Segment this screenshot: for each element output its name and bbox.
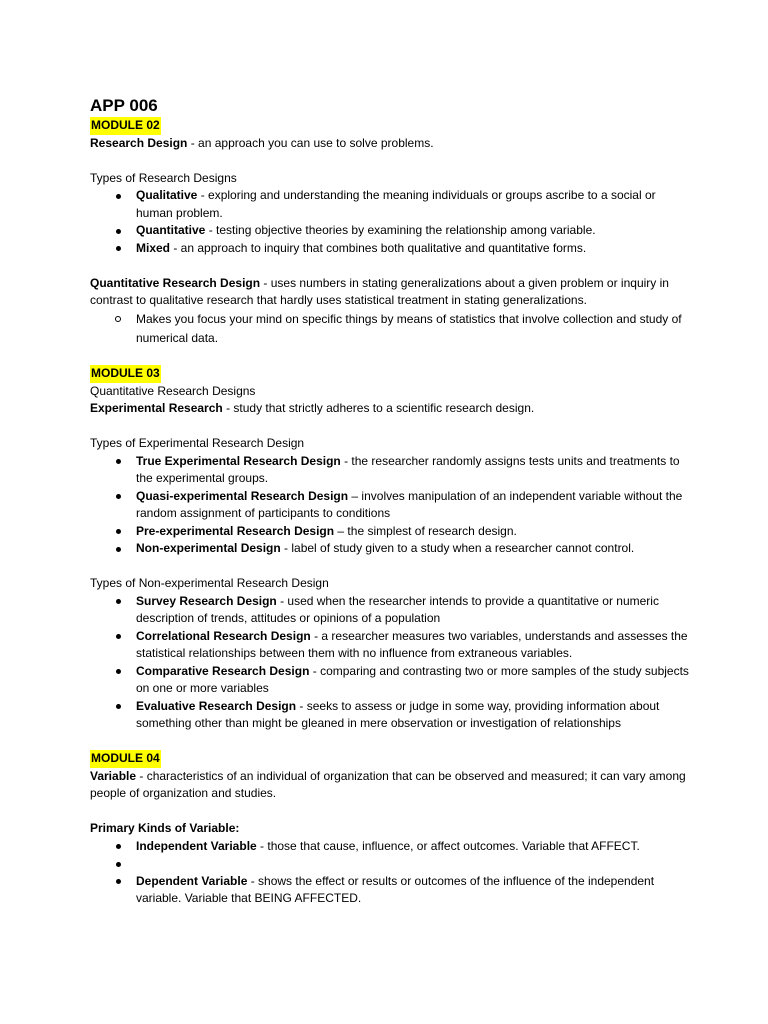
quantitative-research-design-definition xyxy=(90,275,690,310)
non-experimental-design-types-list xyxy=(90,593,690,733)
term: Evaluative Research Design xyxy=(136,698,297,713)
variable-definition xyxy=(90,768,690,803)
definition: - an approach to inquiry that combines both qualitative and quantitative forms. xyxy=(170,240,587,255)
research-design-definition xyxy=(90,135,690,153)
list-spacer xyxy=(90,855,690,873)
module-03-heading xyxy=(90,365,690,383)
definition: – involves manipulation of an independent variable without the random assignment of participants to conditions xyxy=(136,488,683,520)
term: Qualitative xyxy=(136,188,198,202)
definition: - shows the effect or results or outcomes of the influence of the independent variable. Variable that BEING AFFECTED. xyxy=(136,873,655,905)
term: Comparative Research Design xyxy=(136,663,310,678)
list-item xyxy=(90,873,690,908)
primary-kinds-heading xyxy=(90,820,690,838)
term: Non-experimental Design xyxy=(136,541,281,555)
definition: - the researcher randomly assigns tests units and treatments to the experimental groups. xyxy=(136,453,680,485)
experimental-design-types-list xyxy=(90,453,690,558)
module-02-label: MODULE 02 xyxy=(90,117,161,135)
term: Quantitative Research Design xyxy=(90,275,261,290)
definition: - testing objective theories by examining the relationship among variable. xyxy=(205,223,596,237)
list-item xyxy=(90,540,690,558)
list-item xyxy=(90,838,690,856)
definition: - those that cause, influence, or affect outcomes. Variable that AFFECT. xyxy=(256,838,640,853)
term: Pre-experimental Research Design xyxy=(136,523,335,538)
list-item xyxy=(90,187,690,222)
term: Research Design xyxy=(90,135,188,150)
list-item xyxy=(90,240,690,258)
term: Variable xyxy=(90,768,137,783)
term: Experimental Research xyxy=(90,401,223,415)
term: Independent Variable xyxy=(136,838,257,853)
list-item xyxy=(90,523,690,541)
quantitative-research-designs-heading: Quantitative Research Designs xyxy=(90,383,256,398)
module-02-heading xyxy=(90,117,690,135)
definition: - characteristics of an individual of organization that can be observed and measured; it can vary among people of organization and studies. xyxy=(90,768,686,800)
definition: - comparing and contrasting two or more samples of the study subjects on one or more variables xyxy=(136,663,689,695)
term: Survey Research Design xyxy=(136,593,277,608)
list-item xyxy=(90,663,690,698)
definition: - a researcher measures two variables, understands and assesses the statistical relationships between them with no influence from extraneous variables. xyxy=(136,628,688,660)
list-item xyxy=(90,488,690,523)
definition: – the simplest of research design. xyxy=(334,523,517,538)
types-of-experimental-design-heading: Types of Experimental Research Design xyxy=(90,436,305,450)
module-04-label: MODULE 04 xyxy=(90,750,161,768)
types-of-research-designs-heading: Types of Research Designs xyxy=(90,170,237,185)
list-item xyxy=(90,453,690,488)
definition: - uses numbers in stating generalizations about a given problem or inquiry in contrast to qualitative research that hardly uses statistical treatment in stating generalizations. xyxy=(90,275,669,307)
variable-kinds-list xyxy=(90,838,690,908)
module-03-label: MODULE 03 xyxy=(90,365,161,383)
definition: - used when the researcher intends to provide a quantitative or numeric description of trends, attitudes or opinions of a population xyxy=(136,593,659,625)
term: Mixed xyxy=(136,240,171,255)
document-body xyxy=(90,95,690,908)
list-item xyxy=(90,698,690,733)
term: Correlational Research Design xyxy=(136,628,311,643)
definition: - seeks to assess or judge in some way, providing information about something other than might be gleaned in mere observation or investigation of relationships xyxy=(136,698,660,730)
definition: - label of study given to a study when a researcher cannot control. xyxy=(280,541,635,555)
term: Quantitative xyxy=(136,223,206,237)
list-item xyxy=(90,222,690,240)
list-item xyxy=(90,593,690,628)
quantitative-subpoints-list xyxy=(90,310,690,348)
list-item xyxy=(90,628,690,663)
term: True Experimental Research Design xyxy=(136,453,341,468)
research-design-types-list xyxy=(90,187,690,257)
definition: - exploring and understanding the meaning individuals or groups ascribe to a social or human problem. xyxy=(136,188,656,220)
experimental-research-definition xyxy=(90,400,690,418)
list-item: Makes you focus your mind on specific things by means of statistics that involve collection and study of numerical data. xyxy=(90,310,690,348)
module-04-heading xyxy=(90,750,690,768)
types-of-non-experimental-design-heading: Types of Non-experimental Research Design xyxy=(90,576,329,590)
document-title: APP 006 xyxy=(90,96,158,115)
term: Quasi-experimental Research Design xyxy=(136,488,349,503)
definition: - study that strictly adheres to a scientific research design. xyxy=(222,401,535,415)
term: Dependent Variable xyxy=(136,873,248,888)
definition: - an approach you can use to solve problems. xyxy=(187,135,434,150)
heading-text: Primary Kinds of Variable: xyxy=(90,821,240,835)
